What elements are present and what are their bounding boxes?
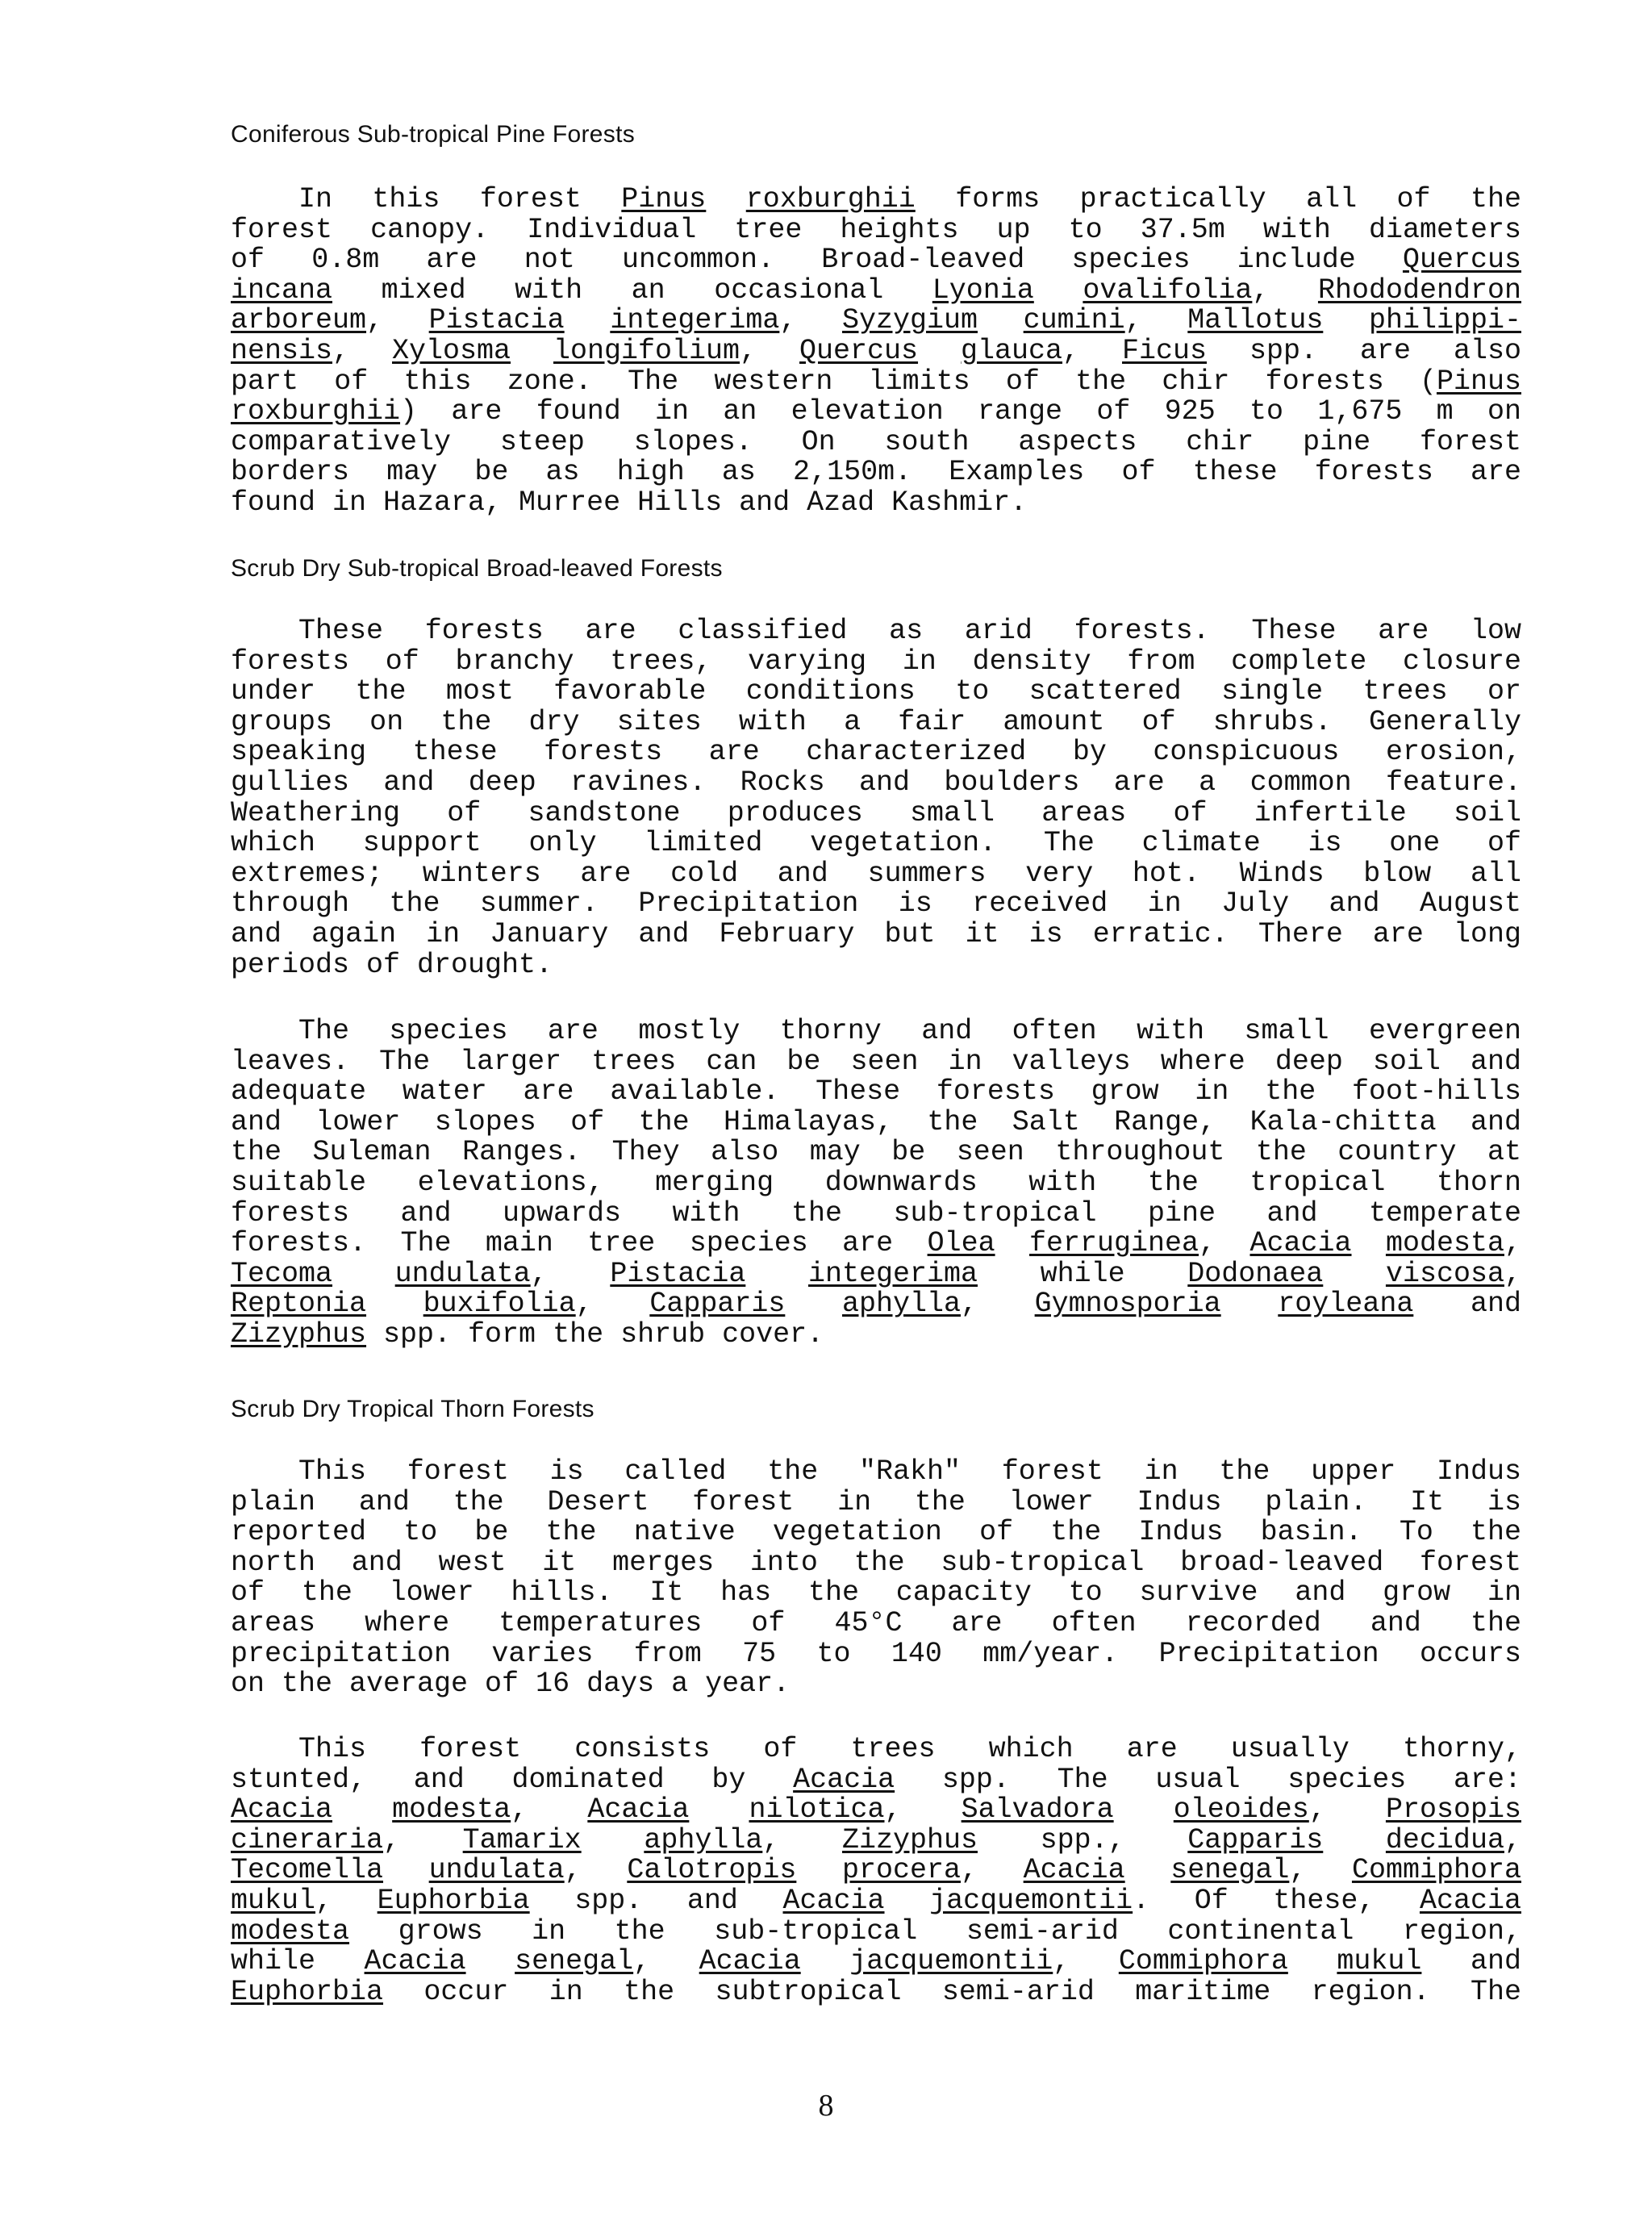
text-line (231, 1578, 1521, 1609)
text-run: , (1252, 273, 1318, 307)
text-run: borders may be as high as 2,150m. Examples of these forests are (231, 456, 1521, 489)
species-name: philippi- (1368, 304, 1521, 337)
text-line (231, 889, 1521, 920)
species-name: roxburghii (231, 395, 401, 428)
species-name: modesta (392, 1793, 511, 1827)
species-name: integerima (610, 304, 780, 337)
text-run: part of this zone. The western limits of the chir forests ( (231, 365, 1437, 398)
species-name: Zizyphus (231, 1317, 367, 1351)
species-name: incana (231, 273, 333, 307)
text-line (231, 336, 1521, 367)
species-name: procera (841, 1854, 962, 1887)
species-name: senegal (515, 1945, 634, 1978)
species-name: aphylla (644, 1823, 763, 1856)
text-run: which support only limited vegetation. The climate is one of (231, 827, 1521, 860)
text-run: , (961, 1288, 1035, 1321)
species-name: aphylla (841, 1288, 961, 1321)
text-run: reported to be the native vegetation of the Indus basin. To the (231, 1516, 1521, 1549)
species-name: Capparis (649, 1288, 786, 1321)
text-run: This forest consists of trees which are usually thorny, (298, 1733, 1521, 1765)
species-name: Commiphora (1351, 1854, 1521, 1887)
text-run (1125, 1854, 1171, 1886)
species-name: nensis (231, 334, 333, 367)
text-run: while (978, 1257, 1188, 1290)
text-line (231, 1669, 1521, 1700)
species-name: Pinus (1436, 365, 1521, 398)
text-run (332, 1793, 392, 1826)
text-run (706, 183, 745, 215)
text-line (231, 737, 1521, 768)
text-run: periods of drought. (231, 948, 553, 981)
text-run: spp. and (529, 1884, 783, 1917)
text-run (1323, 304, 1369, 336)
text-line (231, 1105, 1521, 1138)
text-run: These forests are classified as arid forests. These are low (298, 615, 1521, 647)
text-line (231, 306, 1521, 336)
species-name: modesta (1385, 1227, 1504, 1260)
text-line (231, 1823, 1521, 1856)
species-name: senegal (1170, 1854, 1290, 1887)
text-run: . Of these, (1133, 1884, 1420, 1917)
species-name: Dodonaea (1187, 1257, 1324, 1290)
text-run: , (884, 1793, 962, 1827)
species-name: Tamarix (462, 1823, 582, 1856)
species-name: Euphorbia (231, 1975, 384, 2008)
text-run (1221, 1288, 1279, 1320)
text-line (231, 950, 1521, 981)
text-run: , (366, 304, 429, 337)
species-name: jacquemontii (849, 1945, 1053, 1978)
text-run: found in Hazara, Murree Hills and Azad Kashmir. (231, 486, 1028, 519)
text-line (231, 1886, 1521, 1917)
species-name: cineraria (231, 1823, 384, 1856)
species-name: Salvadora (961, 1793, 1114, 1827)
text-run: of 0.8m are not uncommon. Broad-leaved species include (231, 244, 1403, 277)
text-run (796, 1854, 842, 1886)
text-run: of the lower hills. It has the capacity to survive and grow in (231, 1576, 1521, 1610)
section-heading-scrub-dry-subtropical: Scrub Dry Sub-tropical Broad-leaved Forests (231, 555, 723, 582)
species-name: viscosa (1385, 1257, 1504, 1290)
text-line (231, 245, 1521, 276)
species-name: Acacia (1419, 1884, 1521, 1917)
text-run (885, 1885, 930, 1917)
text-run: This forest is called the "Rakh" forest in the upper Indus (298, 1455, 1521, 1488)
species-name: Acacia (1023, 1854, 1125, 1887)
text-line (231, 1606, 1521, 1639)
species-name: mukul (231, 1884, 316, 1917)
species-name: cumini (1023, 304, 1125, 337)
text-run: forms practically all of the (915, 183, 1521, 215)
text-run: plain and the Desert forest in the lower Indus plain. It is (231, 1485, 1521, 1518)
species-name: Quercus (799, 334, 919, 367)
species-name: Lyonia (932, 273, 1034, 307)
paragraph-thorn-2 (231, 1735, 1521, 2007)
text-line (231, 1259, 1521, 1290)
species-name: buxifolia (423, 1288, 576, 1321)
text-run: Weathering of sandstone produces small areas of infertile soil (231, 796, 1521, 829)
text-run: and again in January and February but it is erratic. There are long (231, 917, 1521, 950)
text-line (231, 1196, 1521, 1230)
text-run: , (1504, 1823, 1521, 1856)
text-run (801, 1945, 850, 1977)
text-run: while (231, 1945, 365, 1978)
species-name: Commiphora (1118, 1945, 1288, 1978)
species-name: Olea (927, 1227, 995, 1260)
text-line (231, 1485, 1521, 1518)
text-line (231, 677, 1521, 708)
text-run: The species are mostly thorny and often with small evergreen (298, 1015, 1521, 1047)
species-name: Acacia (793, 1763, 895, 1796)
text-run (366, 1288, 423, 1320)
species-name: Acacia (587, 1793, 690, 1827)
text-run (1323, 1824, 1386, 1856)
text-line (231, 1047, 1521, 1078)
text-line (231, 215, 1521, 246)
text-line (231, 1289, 1521, 1320)
section-heading-scrub-dry-tropical-thorn: Scrub Dry Tropical Thorn Forests (231, 1396, 594, 1422)
text-run (466, 1945, 515, 1977)
text-line (231, 1765, 1521, 1796)
species-name: glauca (961, 334, 1063, 367)
text-run: precipitation varies from 75 to 140 mm/year. Precipitation occurs (231, 1637, 1521, 1670)
text-run: spp., (978, 1823, 1188, 1856)
text-run: leaves. The larger trees can be seen in valleys where deep soil and (231, 1045, 1521, 1078)
text-run (511, 335, 553, 367)
species-name: integerima (807, 1257, 978, 1290)
text-run: suitable elevations, merging downwards with the tropical thorn (231, 1166, 1521, 1199)
species-name: Quercus (1402, 244, 1521, 277)
text-run (689, 1793, 749, 1826)
text-run (785, 1288, 842, 1320)
text-line (231, 367, 1521, 398)
text-run: , (779, 304, 842, 337)
species-name: Calotropis (627, 1854, 797, 1887)
text-run: gullies and deep ravines. Rocks and boulders are a common feature. (231, 766, 1521, 799)
species-name: Pinus (621, 183, 707, 215)
text-run (745, 1258, 808, 1290)
species-name: Reptonia (231, 1288, 367, 1321)
text-line (231, 273, 1521, 307)
text-run: spp. The usual species are: (895, 1763, 1521, 1796)
text-run: , (564, 1854, 628, 1887)
text-run: forests of branchy trees, varying in density from complete closure (231, 645, 1521, 678)
text-run: areas where temperatures of 45°C are often recorded and the (231, 1606, 1521, 1639)
text-run: , (1504, 1257, 1521, 1290)
species-name: Prosopis (1385, 1793, 1521, 1827)
text-line (231, 917, 1521, 950)
text-run: , (383, 1823, 463, 1856)
species-name: Acacia (231, 1793, 333, 1827)
text-run: , (315, 1884, 378, 1917)
species-name: roxburghii (745, 183, 916, 215)
species-name: undulata (428, 1854, 565, 1887)
text-line (231, 397, 1521, 428)
text-line (231, 829, 1521, 859)
text-run: , (1124, 304, 1188, 337)
text-run (332, 1258, 395, 1290)
text-run (918, 335, 961, 367)
text-run: mixed with an occasional (332, 273, 932, 307)
text-line (231, 488, 1521, 519)
text-run: stunted, and dominated by (231, 1763, 794, 1796)
text-line (231, 1947, 1521, 1977)
section-heading-coniferous: Coniferous Sub-tropical Pine Forests (231, 121, 636, 148)
text-line (231, 1856, 1521, 1886)
text-line (231, 796, 1521, 829)
species-name: Syzygium (841, 304, 978, 337)
paragraph-scrub-subtropical-1 (231, 616, 1521, 980)
text-run: under the most favorable conditions to scattered single trees or (231, 675, 1521, 708)
text-run: and (1421, 1945, 1521, 1978)
species-name: undulata (394, 1257, 531, 1290)
text-run: groups on the dry sites with a fair amount of shrubs. Generally (231, 705, 1521, 738)
text-run: , (762, 1823, 842, 1856)
text-line (231, 1168, 1521, 1199)
species-name: ferruginea (1029, 1227, 1199, 1260)
text-run: grows in the sub-tropical semi-arid continental region, (349, 1914, 1521, 1948)
text-line (231, 1548, 1521, 1579)
text-run: forest canopy. Individual tree heights up to 37.5m with diameters (231, 213, 1521, 246)
page-number: 8 (818, 2089, 834, 2123)
text-run: , (511, 1793, 588, 1827)
text-run: , (1053, 1945, 1119, 1978)
text-run: ) are found in an elevation range of 925 to 1,675 m on (400, 395, 1521, 428)
text-run: In this forest (298, 183, 622, 215)
species-name: nilotica (749, 1793, 885, 1827)
text-run: on the average of 16 days a year. (231, 1668, 791, 1701)
text-line (231, 425, 1521, 458)
text-run (1323, 1258, 1386, 1290)
paragraph-coniferous-1 (231, 185, 1521, 519)
species-name: Xylosma (392, 334, 511, 367)
text-run (582, 1824, 645, 1856)
text-line (231, 768, 1521, 799)
text-run (1288, 1945, 1337, 1977)
text-line (231, 1914, 1521, 1948)
species-name: Acacia (782, 1884, 885, 1917)
species-name: Rhododendron (1317, 273, 1521, 307)
text-run: extremes; winters are cold and summers very hot. Winds blow all (231, 857, 1521, 890)
species-name: longifolium (553, 334, 740, 367)
species-name: Pistacia (428, 304, 565, 337)
species-name: Acacia (699, 1945, 801, 1978)
species-name: Mallotus (1187, 304, 1324, 337)
text-run: , (1308, 1793, 1386, 1827)
species-name: decidua (1385, 1823, 1504, 1856)
species-name: Tecoma (231, 1257, 333, 1290)
text-run: spp. form the shrub cover. (366, 1317, 824, 1351)
text-line (231, 616, 1521, 647)
species-name: Euphorbia (377, 1884, 530, 1917)
paragraph-thorn-1 (231, 1457, 1521, 1700)
text-run: through the summer. Precipitation is received in July and August (231, 887, 1521, 921)
text-run (1034, 274, 1083, 307)
text-line (231, 1138, 1521, 1168)
text-run: , (961, 1854, 1024, 1887)
text-line (231, 1229, 1521, 1259)
paragraph-scrub-subtropical-2 (231, 1017, 1521, 1351)
text-run: north and west it merges into the sub-tropical broad-leaved forest (231, 1546, 1521, 1579)
species-name: Tecomella (231, 1854, 384, 1887)
text-run: and (1413, 1288, 1521, 1321)
text-run: forests and upwards with the sub-tropical pine and temperate (231, 1196, 1521, 1230)
text-run: , (1289, 1854, 1352, 1887)
text-line (231, 1639, 1521, 1670)
text-run: , (1199, 1227, 1250, 1260)
text-line (231, 1077, 1521, 1108)
text-run (1114, 1793, 1174, 1826)
text-line (231, 647, 1521, 678)
text-run: forests. The main tree species are (231, 1227, 928, 1260)
text-run (383, 1854, 429, 1886)
species-name: oleoides (1173, 1793, 1309, 1827)
text-line (231, 1735, 1521, 1765)
text-line (231, 1518, 1521, 1548)
text-line (231, 1017, 1521, 1047)
text-run: occur in the subtropical semi-arid maritime region. The (383, 1975, 1521, 2008)
species-name: Capparis (1187, 1823, 1324, 1856)
text-line (231, 185, 1521, 215)
text-line (231, 1795, 1521, 1826)
text-line (231, 1317, 1521, 1351)
text-run: and lower slopes of the Himalayas, the Salt Range, Kala-chitta and (231, 1105, 1521, 1138)
species-name: Gymnosporia (1034, 1288, 1221, 1321)
text-line (231, 859, 1521, 890)
text-run: comparatively steep slopes. On south aspects chir pine forest (231, 425, 1521, 458)
species-name: mukul (1337, 1945, 1422, 1978)
text-run: , (1062, 334, 1123, 367)
text-run (995, 1227, 1029, 1259)
text-run: the Suleman Ranges. They also may be seen throughout the country at (231, 1136, 1521, 1169)
species-name: royleana (1278, 1288, 1414, 1321)
text-run: , (740, 334, 800, 367)
species-name: jacquemontii (929, 1884, 1133, 1917)
text-run: speaking these forests are characterized by conspicuous erosion, (231, 736, 1521, 769)
text-run (978, 304, 1024, 336)
text-line (231, 457, 1521, 488)
text-run (1352, 1227, 1386, 1259)
species-name: Ficus (1122, 334, 1208, 367)
species-name: Zizyphus (841, 1823, 978, 1856)
text-run: , (633, 1945, 699, 1978)
text-line (231, 1457, 1521, 1488)
species-name: Pistacia (610, 1257, 746, 1290)
text-run: , (332, 334, 392, 367)
text-run (565, 304, 611, 336)
species-name: ovalifolia (1083, 273, 1253, 307)
text-line (231, 1977, 1521, 2008)
species-name: Acacia (364, 1945, 466, 1978)
text-run: spp. are also (1207, 334, 1521, 367)
text-run: adequate water are available. These forests grow in the foot-hills (231, 1075, 1521, 1109)
text-run: , (575, 1288, 650, 1321)
text-run: , (530, 1257, 611, 1290)
species-name: arboreum (231, 304, 367, 337)
species-name: Acacia (1249, 1227, 1352, 1260)
species-name: modesta (231, 1914, 350, 1948)
text-line (231, 705, 1521, 738)
text-run: , (1504, 1227, 1521, 1260)
